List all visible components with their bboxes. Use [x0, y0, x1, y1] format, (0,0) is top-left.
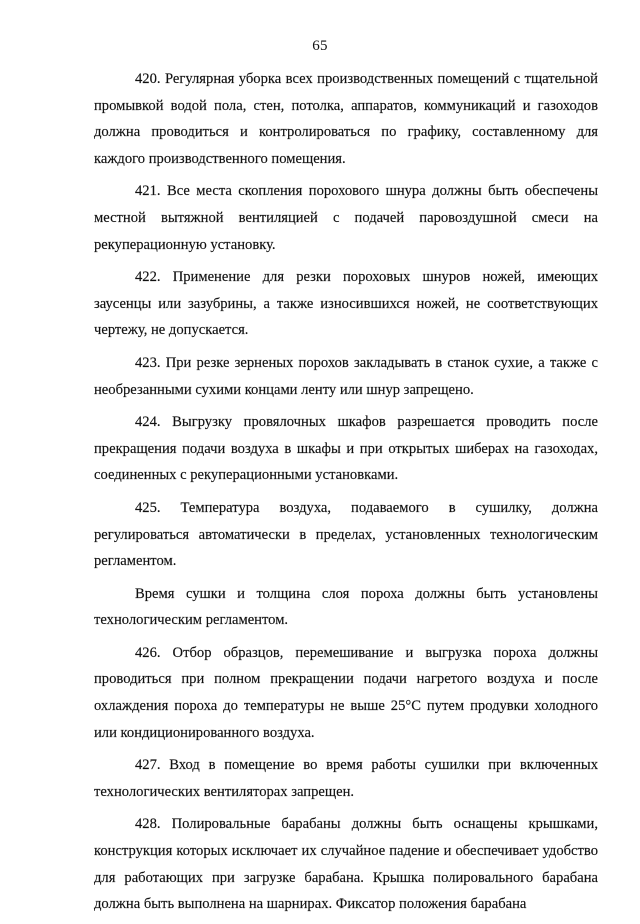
- paragraph-423: 423. При резке зерненых порохов закладывать в станок сухие, а также с необрезанными сухими концами ленту или шнур запрещено.: [94, 354, 598, 398]
- page-number: 65: [312, 38, 328, 54]
- paragraph-424: 424. Выгрузку провялочных шкафов разрешается проводить после прекращения подачи воздуха в шкафы и при открытых шиберах на газоходах, соединенных с рекуперационными установками.: [94, 414, 598, 484]
- paragraph-421: 421. Все места скопления порохового шнура должны быть обеспечены местной вытяжной вентиляцией с подачей паровоздушной смеси на рекуперационную установку.: [94, 183, 598, 253]
- paragraph-428: 428. Полировальные барабаны должны быть оснащены крышками, конструкция которых исключает их случайное падение и обеспечивает удобство для работающих при загрузке барабана. Крышка полировального барабана должна быть выполнена на шарнирах. Фиксатор положения барабана: [94, 816, 598, 913]
- paragraph-426: 426. Отбор образцов, перемешивание и выгрузка пороха должны проводиться при полном прекращении подачи нагретого воздуха и после охлаждения пороха до температуры не выше 25°С путем продувки холодного или кондиционированного воздуха.: [94, 644, 598, 741]
- paragraph-422: 422. Применение для резки пороховых шнуров ножей, имеющих заусенцы или зазубрины, а также износившихся ножей, не соответствующих чертежу, не допускается.: [94, 269, 598, 339]
- paragraph-420: 420. Регулярная уборка всех производственных помещений с тщательной промывкой водой пола, стен, потолка, аппаратов, коммуникаций и газоходов должна проводиться и контролироваться по графику, составленному для каждого производственного помещения.: [94, 71, 598, 167]
- paragraph-425: 425. Температура воздуха, подаваемого в сушилку, должна регулироваться автоматически в пределах, установленных технологическим регламентом.: [94, 499, 598, 570]
- paragraph-425-continued: Время сушки и толщина слоя пороха должны быть установлены технологическим регламентом.: [94, 585, 598, 629]
- document-body: [94, 66, 598, 924]
- paragraph-427: 427. Вход в помещение во время работы сушилки при включенных технологических вентиляторах запрещен.: [94, 757, 598, 800]
